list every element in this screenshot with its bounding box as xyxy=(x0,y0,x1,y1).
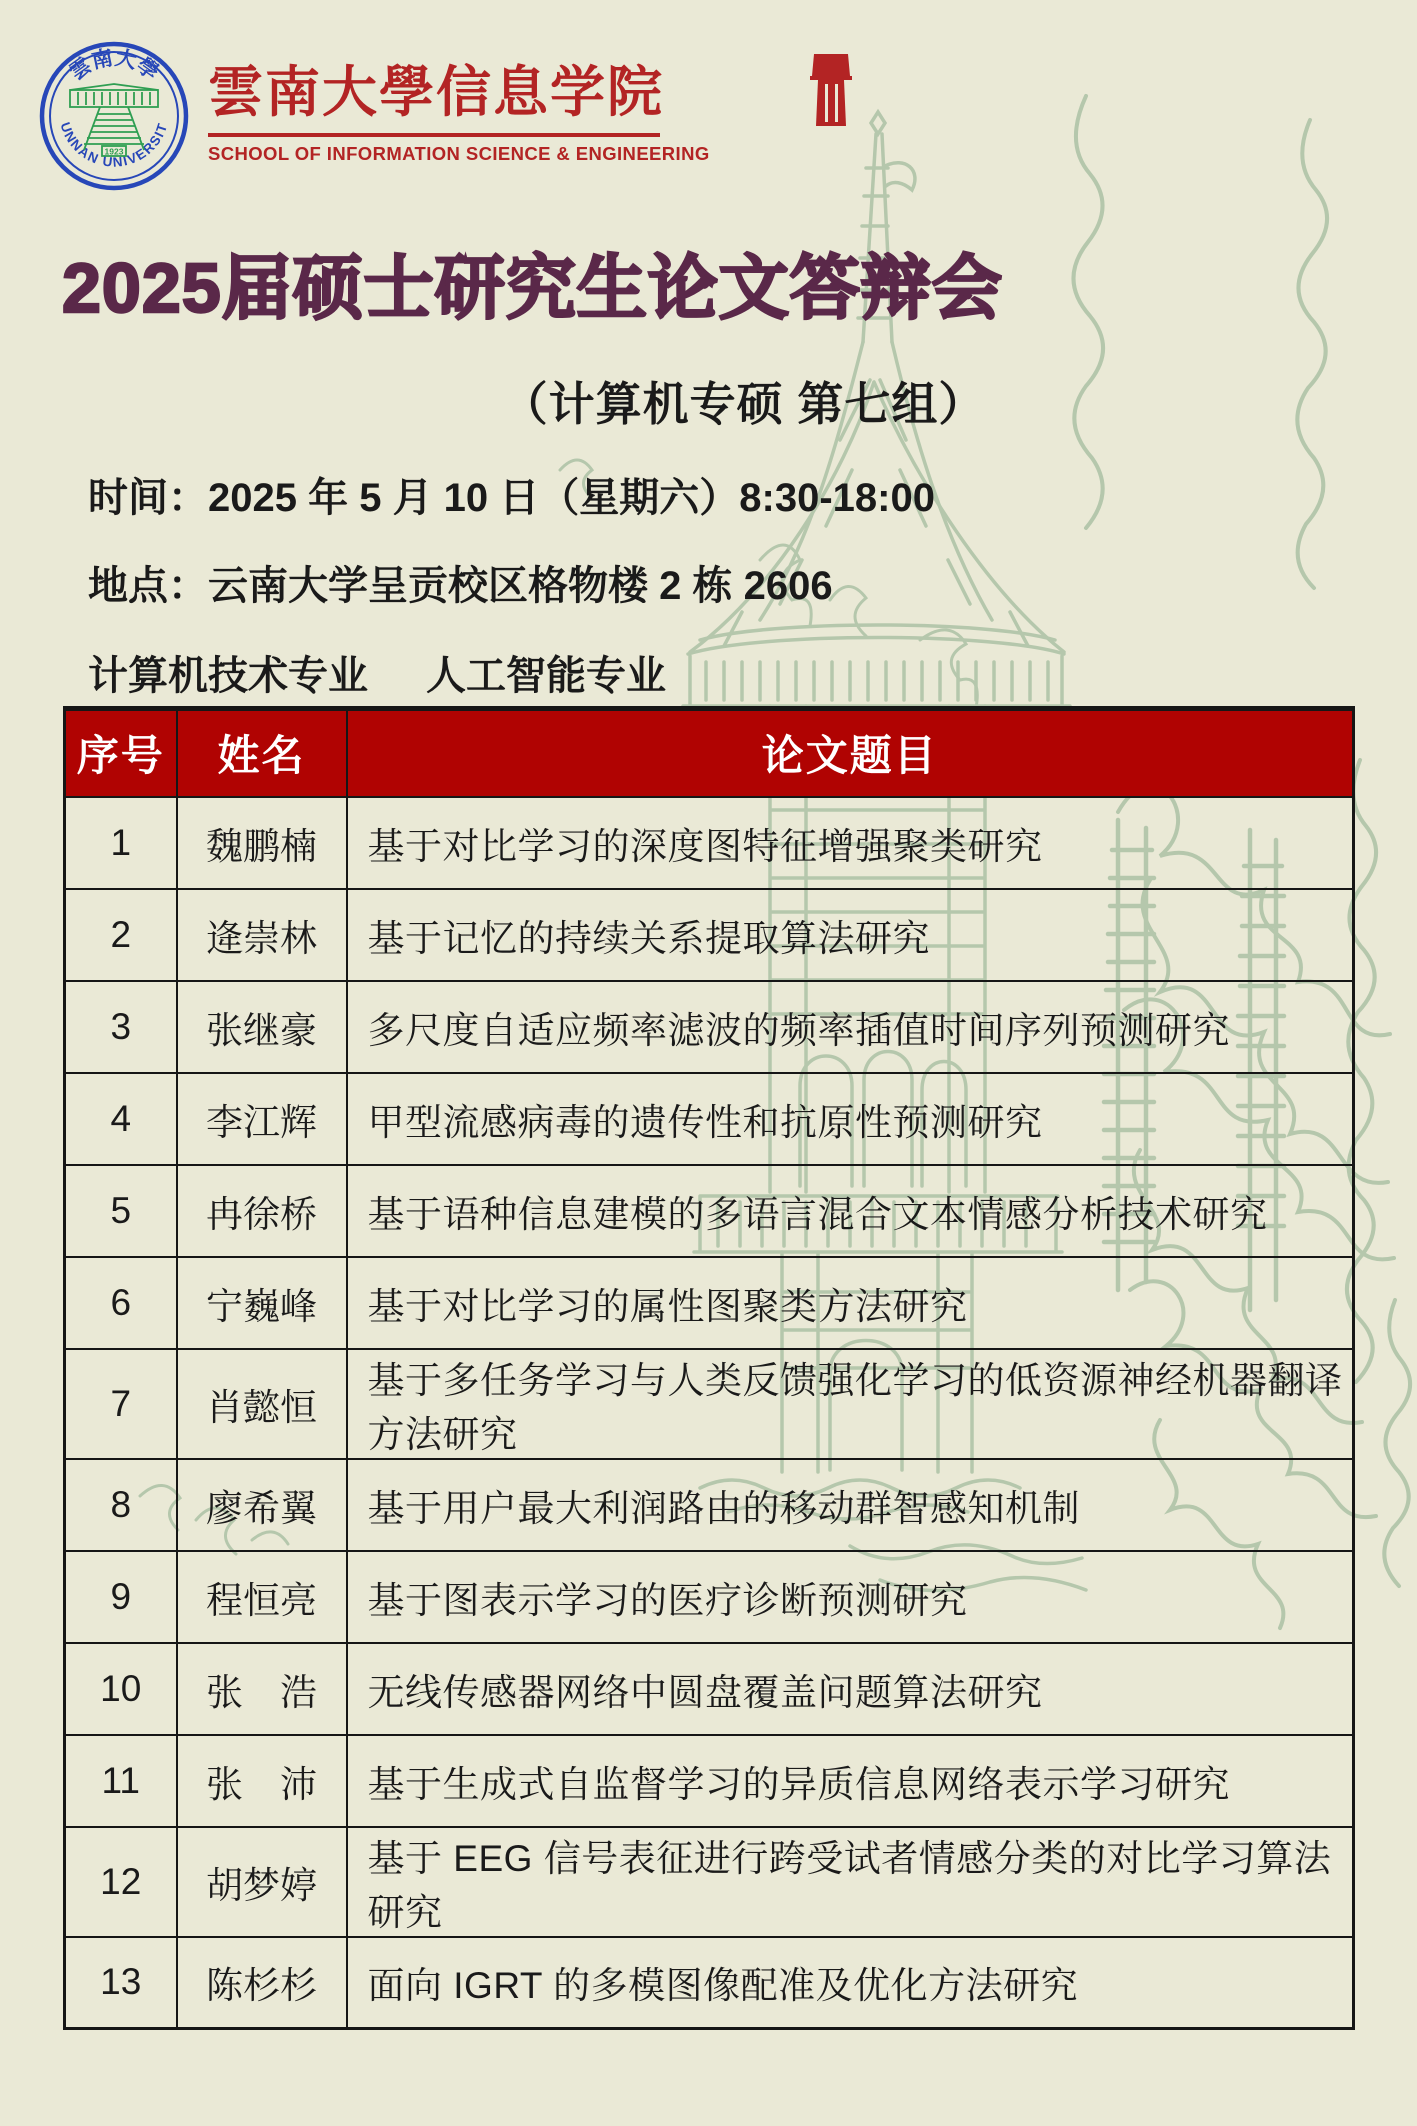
school-name-en: SCHOOL OF INFORMATION SCIENCE & ENGINEERING xyxy=(208,143,710,164)
cell-name: 张继豪 xyxy=(177,981,347,1073)
cell-no: 1 xyxy=(65,797,177,889)
table-row xyxy=(65,1551,1354,1643)
cell-title: 基于图表示学习的医疗诊断预测研究 xyxy=(347,1551,1354,1643)
cell-no: 11 xyxy=(65,1735,177,1827)
table-row xyxy=(65,981,1354,1073)
cell-no: 6 xyxy=(65,1257,177,1349)
cell-title: 基于多任务学习与人类反馈强化学习的低资源神经机器翻译方法研究 xyxy=(347,1349,1354,1459)
cell-title: 基于对比学习的属性图聚类方法研究 xyxy=(347,1257,1354,1349)
cell-title: 基于语种信息建模的多语言混合文本情感分析技术研究 xyxy=(347,1165,1354,1257)
column-header-name: 姓名 xyxy=(177,709,347,797)
cell-name: 魏鹏楠 xyxy=(177,797,347,889)
table-header-row xyxy=(65,709,1354,797)
table-row xyxy=(65,1643,1354,1735)
cell-name: 程恒亮 xyxy=(177,1551,347,1643)
cell-title: 基于用户最大利润路由的移动群智感知机制 xyxy=(347,1459,1354,1551)
column-header-no: 序号 xyxy=(65,709,177,797)
cell-no: 10 xyxy=(65,1643,177,1735)
cell-no: 9 xyxy=(65,1551,177,1643)
school-wordmark xyxy=(208,48,710,165)
university-logo xyxy=(38,40,190,192)
cell-title: 多尺度自适应频率滤波的频率插值时间序列预测研究 xyxy=(347,981,1354,1073)
place-value: 云南大学呈贡校区格物楼 2 栋 2606 xyxy=(208,564,833,608)
time-line xyxy=(88,466,935,523)
cell-no: 7 xyxy=(65,1349,177,1459)
cell-name: 张 沛 xyxy=(177,1735,347,1827)
table-row xyxy=(65,1073,1354,1165)
column-header-title: 论文题目 xyxy=(347,709,1354,797)
logo-year: 1923 xyxy=(104,146,124,157)
logo-university-cn: 雲南大學 xyxy=(64,45,164,85)
cell-title: 基于 EEG 信号表征进行跨受试者情感分类的对比学习算法研究 xyxy=(347,1827,1354,1937)
table-row xyxy=(65,1735,1354,1827)
cell-title: 面向 IGRT 的多模图像配准及优化方法研究 xyxy=(347,1937,1354,2029)
page-subtitle: （计算机专硕 第七组） xyxy=(501,378,986,430)
cell-no: 5 xyxy=(65,1165,177,1257)
table-row xyxy=(65,1459,1354,1551)
table-row xyxy=(65,797,1354,889)
cell-name: 逄崇林 xyxy=(177,889,347,981)
table-row xyxy=(65,889,1354,981)
cell-name: 胡梦婷 xyxy=(177,1827,347,1937)
cell-no: 2 xyxy=(65,889,177,981)
defense-schedule-table xyxy=(63,706,1355,2030)
cell-title: 基于对比学习的深度图特征增强聚类研究 xyxy=(347,797,1354,889)
cell-no: 4 xyxy=(65,1073,177,1165)
school-underline xyxy=(208,133,660,137)
cell-name: 冉徐桥 xyxy=(177,1165,347,1257)
table-row xyxy=(65,1165,1354,1257)
cell-name: 肖懿恒 xyxy=(177,1349,347,1459)
cell-no: 13 xyxy=(65,1937,177,2029)
major-ai: 人工智能专业 xyxy=(426,654,666,698)
logo-university-en: YUNNAN UNIVERSITY xyxy=(57,104,171,170)
place-label: 地点： xyxy=(88,564,208,608)
table-row xyxy=(65,1827,1354,1937)
time-label: 时间： xyxy=(88,476,208,520)
cell-name: 陈杉杉 xyxy=(177,1937,347,2029)
cell-name: 廖希翼 xyxy=(177,1459,347,1551)
cell-title: 基于记忆的持续关系提取算法研究 xyxy=(347,889,1354,981)
school-name-cn: 雲南大學信息学院 xyxy=(208,62,665,123)
majors-line xyxy=(88,644,666,701)
table-row xyxy=(65,1349,1354,1459)
cell-no: 8 xyxy=(65,1459,177,1551)
cell-name: 宁巍峰 xyxy=(177,1257,347,1349)
table-row xyxy=(65,1257,1354,1349)
cell-no: 3 xyxy=(65,981,177,1073)
cell-name: 张 浩 xyxy=(177,1643,347,1735)
page-title: 2025届硕士研究生论文答辩会 xyxy=(62,249,1003,327)
place-line xyxy=(88,554,833,611)
defense-table-body xyxy=(65,797,1354,2029)
school-tower-icon xyxy=(792,50,866,132)
cell-title: 基于生成式自监督学习的异质信息网络表示学习研究 xyxy=(347,1735,1354,1827)
cell-title: 甲型流感病毒的遗传性和抗原性预测研究 xyxy=(347,1073,1354,1165)
time-value: 2025 年 5 月 10 日（星期六）8:30-18:00 xyxy=(208,476,935,520)
major-computer-tech: 计算机技术专业 xyxy=(88,654,368,698)
cell-no: 12 xyxy=(65,1827,177,1937)
cell-title: 无线传感器网络中圆盘覆盖问题算法研究 xyxy=(347,1643,1354,1735)
table-row xyxy=(65,1937,1354,2029)
cell-name: 李江辉 xyxy=(177,1073,347,1165)
